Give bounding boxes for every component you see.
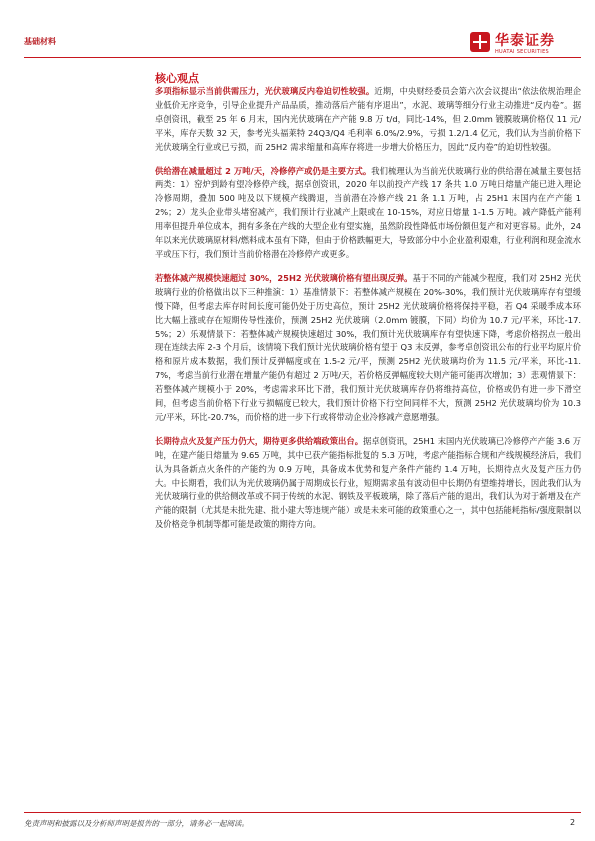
header-category: 基础材料 [24, 37, 56, 46]
logo-mark-icon [470, 32, 490, 52]
page-number: 2 [570, 818, 576, 827]
paragraph-lead: 多项指标显示当前供需压力，光伏玻璃反内卷迫切性较强。 [155, 86, 375, 96]
paragraph-lead: 长期待点火及复产压力仍大，期待更多供给端政策出台。 [155, 435, 364, 446]
paragraph-text: 我们梳理认为当前光伏玻璃行业的供给潜在减量主要包括两类：1）窑炉到龄有望冷修停产线，据卓创资讯，2020 年以前投产产线 17 条共 1.0 万吨日熔量产能已进入理论冷修周期，叠加 500 吨及以下规模产线腾退，当前潜在冷修产线 21 条 1.1 万吨，占 25H1 末国内在产产能 12%；2）龙头企业带头堵窑减产，我们预计行业减产上限或在 10-15%，对应日熔量 1-1.5 万吨。减产降低产能利用率但提升单位成本，拥有多条在产线的大型企业有望实施，虽然阶段性降低市场份额但复产和对更容易。此外，24 年以来光伏玻璃原材料/燃料成本虽有下降，但由于价格跌幅更大，导致部分中小企业盈利艰难，行业利润和现金流水平或压下行，我们预计当前价格潜在冷修停产或更多。 [155, 165, 581, 259]
paragraph-supply-reduction [155, 165, 581, 262]
paragraph-text: 据卓创资讯，25H1 末国内光伏玻璃已冷修停产产能 3.6 万吨，在建产能日熔量为 9.65 万吨，其中已获产能指标批复的 5.3 万吨，考虑产能指标合规和产线规模经济后，我们认为具备新点火条件的产能约为 0.9 万吨，具备成本优势和复产条件产能约 1.4 万吨，长期待点火及复产压力仍大。中长期看，我们认为光伏玻璃仍属于周期成长行业，短期需求虽有波动但中长期仍有望维持增长，因此我们认为光伏玻璃行业的供给侧改革或不同于传统的水泥、钢铁及平板玻璃，除了落后产能的退出，我们认为对于新增及在产产能的限制（尤其是未批先建、批小建大等违规产能）或是未来可能的政策重心之一，其中包括能耗指标/强度限制以及价格竞争机制等都可能是政策的期待方向。 [155, 435, 581, 530]
section-title: 核心观点 [155, 72, 199, 85]
paragraph-text: 基于不同的产能减少程度，我们对 25H2 光伏玻璃行业的价格做出以下三种推演：1）基准情景下：若整体减产规模在 20%-30%，我们预计光伏玻璃库存有望缓慢下降，但考虑去库存时间长度可能仍处于历史高位，预计 25H2 光伏玻璃价格将保持平稳，若 Q4 采暖季成本环比大幅上涨或存在短期传导性涨价，预测 25H2 光伏玻璃（2.0mm 镀膜，下同）均价为 10.7 元/平米，环比-17.5%；2）乐观情景下：若整体减产规模快速超过 30%，我们预计光伏玻璃库存有望快速下降，考虑价格拐点一般出现在连续去库 2-3 个月后，该情境下我们预计光伏玻璃价格有望于 Q3 末反弹，参考卓创资讯公布的行业平均原片价格和原片成本数据，我们预计反弹幅度或在 1.5-2 元/平，预测 25H2 光伏玻璃均价为 11.5 元/平米，环比-11.7%，考虑当前行业潜在增量产能仍有超过 2 万吨/天，若价格反弹幅度较大则产能可能再次增加；3）悲观情景下：若整体减产规模小于 20%，考虑需求环比下滑，我们预计光伏玻璃库存仍将维持高位，价格或仍有进一步下滑空间，但考虑当前价格下行业亏损幅度已较大，我们预计价格下行空间同样不大，预测 25H2 光伏玻璃均价为 10.3 元/平米，环比-20.7%，而价格的进一步下行或将带动企业冷修减产意愿增强。 [155, 272, 582, 422]
header-divider [24, 57, 581, 58]
footer-disclaimer: 免责声明和披露以及分析师声明是报告的一部分，请务必一起阅读。 [24, 819, 249, 828]
report-body [155, 85, 581, 542]
paragraph-lead: 若整体减产规模快速超过 30%，25H2 光伏玻璃价格有望出现反弹。 [155, 272, 413, 283]
paragraph-supply-demand-pressure [155, 85, 581, 155]
logo-english-name: HUATAI SECURITIES [495, 49, 549, 55]
paragraph-price-scenarios [155, 272, 581, 425]
huatai-logo [470, 30, 580, 58]
paragraph-long-term-outlook [155, 435, 581, 532]
logo-chinese-name: 华泰证券 [495, 33, 555, 49]
paragraph-text: 近期，中央财经委员会第六次会议提出“依法依规治理企业低价无序竞争，引导企业提升产品品质，推动落后产能有序退出”，水泥、玻璃等细分行业主动推进“反内卷”。据卓创资讯，截至 25 年 6 月末，国内光伏玻璃在产产能 9.8 万 t/d，同比-14%，但 2.0mm 镀膜玻璃价格仅 11 元/平米，库存天数 32 天，参考光头福莱特 24Q3/Q4 毛利率 6.0%/2.9%，亏损 1.2/1.4 亿元，我们认为当前价格下光伏玻璃全行业或已亏损，而 25H2 需求缩量和高库存将进一步增大价格压力，因此“反内卷”的迫切性较强。 [155, 86, 581, 152]
paragraph-lead: 供给潜在减量超过 2 万吨/天，冷修停产或仍是主要方式。 [155, 165, 372, 176]
footer-divider [24, 812, 581, 813]
